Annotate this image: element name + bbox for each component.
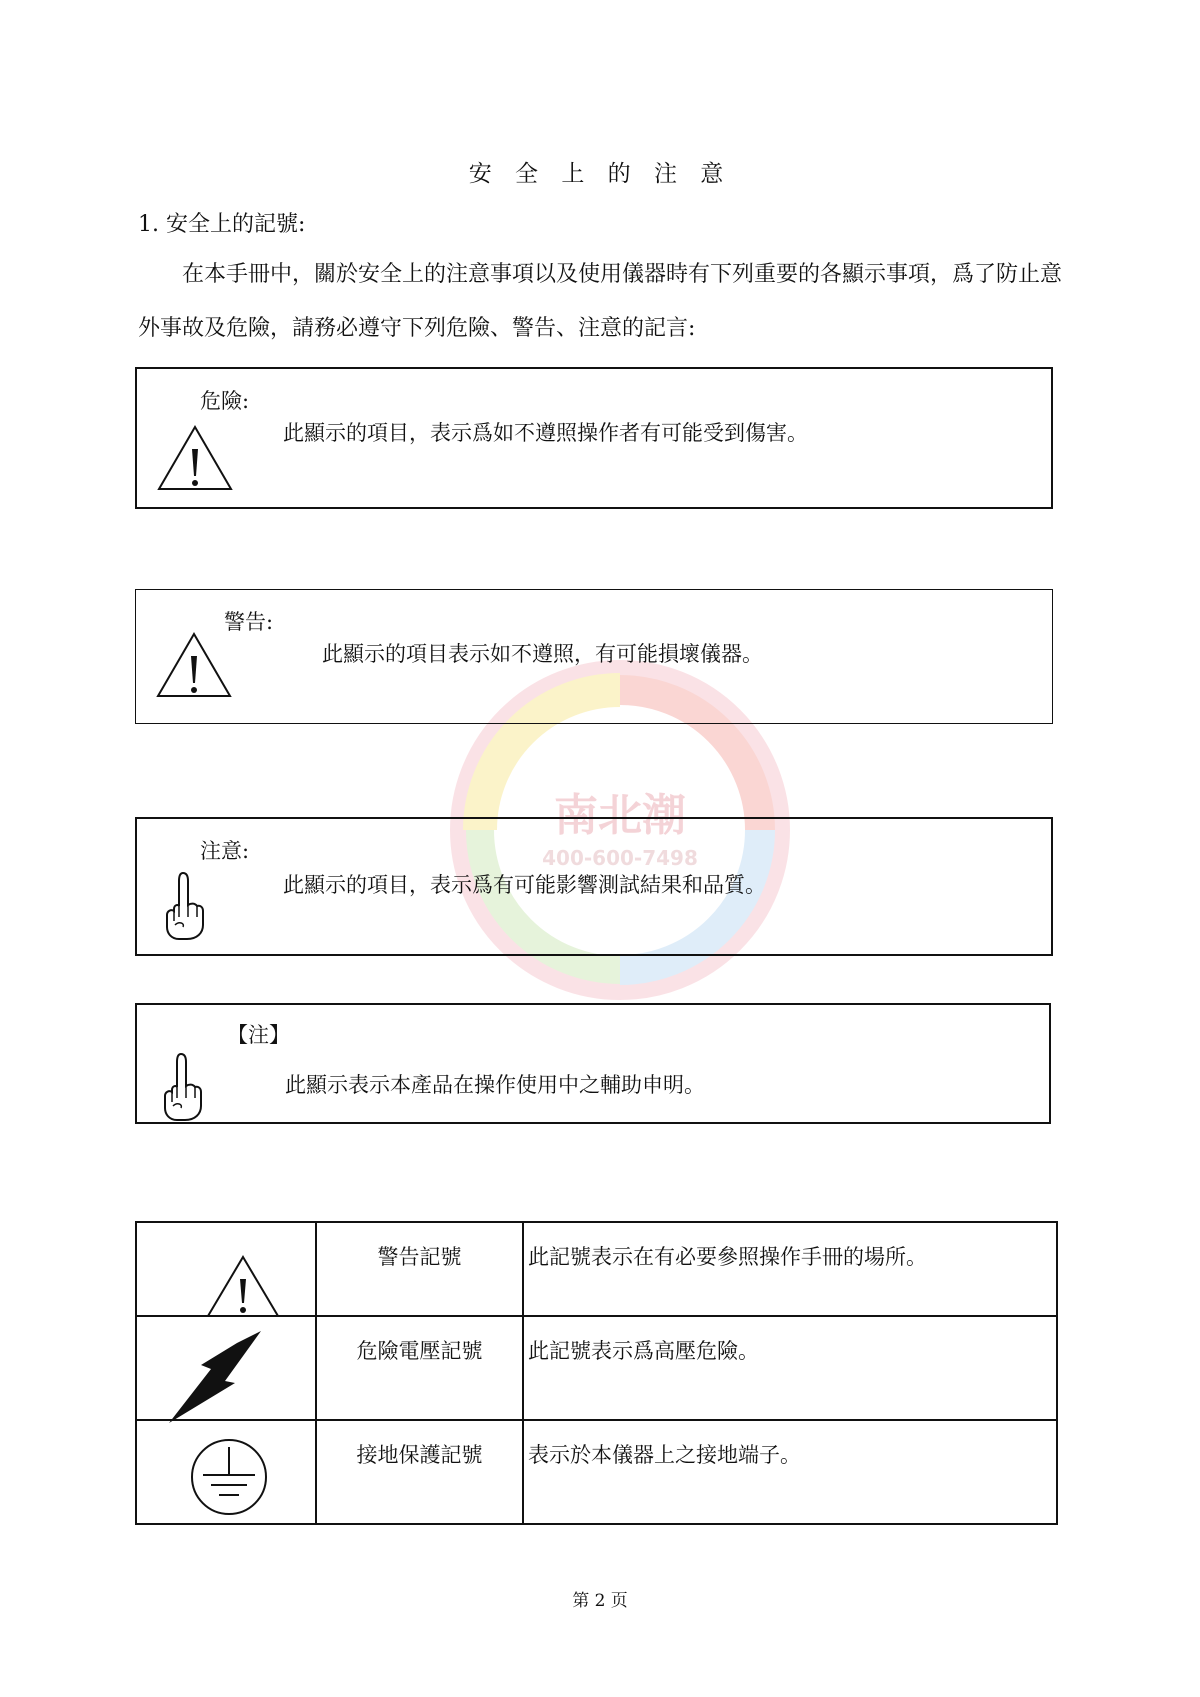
note-notice-box	[135, 1003, 1051, 1124]
symbol-description: 表示於本儀器上之接地端子。	[528, 1443, 801, 1467]
symbol-description-cell	[523, 1420, 1057, 1524]
warning-triangle-icon	[154, 628, 234, 700]
caution-text: 此顯示的項目，表示爲有可能影響測試結果和品質。	[283, 873, 766, 897]
lightning-bolt-icon	[167, 1329, 267, 1425]
symbol-icon-cell	[136, 1316, 316, 1420]
danger-label: 危險:	[200, 389, 250, 413]
symbol-description: 此記號表示爲高壓危險。	[528, 1339, 759, 1363]
pointing-hand-icon	[161, 869, 205, 941]
symbol-table	[135, 1221, 1058, 1525]
pointing-hand-icon	[159, 1050, 203, 1122]
warning-triangle-icon	[205, 1253, 281, 1319]
table-row	[136, 1420, 1057, 1524]
protective-earth-icon	[189, 1437, 269, 1517]
warning-label: 警告:	[224, 610, 274, 634]
intro-paragraph: 在本手冊中，關於安全上的注意事項以及使用儀器時有下列重要的各顯示事項，爲了防止意外事故及危險，請務必遵守下列危險、警告、注意的記言:	[138, 262, 1063, 341]
caution-label: 注意:	[200, 839, 250, 863]
symbol-name-cell	[316, 1222, 523, 1316]
symbol-icon-cell	[136, 1222, 316, 1316]
warning-text: 此顯示的項目表示如不遵照，有可能損壞儀器。	[322, 642, 763, 666]
svg-text:400-600-7498: 400-600-7498	[542, 846, 698, 870]
symbol-name: 接地保護記號	[356, 1443, 483, 1467]
table-row	[136, 1222, 1057, 1316]
symbol-description-cell	[523, 1222, 1057, 1316]
symbol-description: 此記號表示在有必要參照操作手冊的場所。	[528, 1245, 927, 1269]
symbol-name: 警告記號	[377, 1245, 462, 1269]
symbol-icon-cell	[136, 1420, 316, 1524]
svg-text:南北潮: 南北潮	[554, 790, 686, 841]
table-row	[136, 1316, 1057, 1420]
page-number: 第 2 页	[572, 1591, 628, 1611]
danger-text: 此顯示的項目，表示爲如不遵照操作者有可能受到傷害。	[283, 421, 808, 445]
note-text: 此顯示表示本產品在操作使用中之輔助申明。	[285, 1073, 705, 1097]
note-label: 【注】	[227, 1023, 290, 1047]
danger-notice-box	[135, 367, 1053, 509]
symbol-name: 危險電壓記號	[356, 1339, 483, 1363]
section-heading: 1. 安全上的記號:	[138, 212, 306, 237]
symbol-description-cell	[523, 1316, 1057, 1420]
symbol-name-cell	[316, 1316, 523, 1420]
page-title: 安 全 上 的 注 意	[468, 161, 732, 187]
symbol-name-cell	[316, 1420, 523, 1524]
warning-notice-box	[135, 589, 1053, 724]
warning-triangle-icon	[155, 421, 235, 493]
caution-notice-box	[135, 817, 1053, 956]
